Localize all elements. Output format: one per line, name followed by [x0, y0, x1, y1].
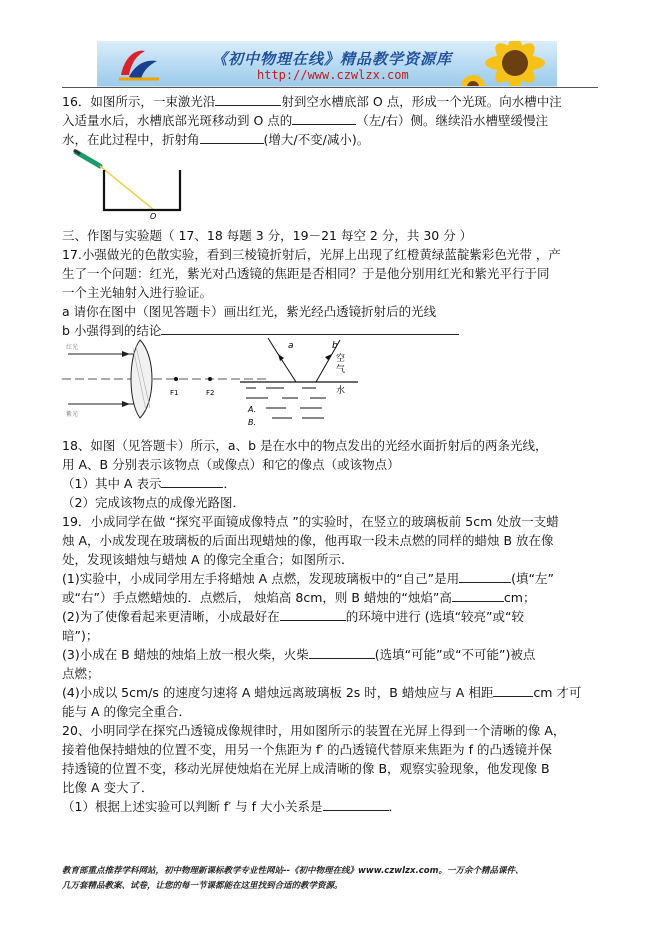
q16-blank-3[interactable] — [200, 131, 264, 144]
banner-url: http://www.czwlzx.com — [257, 68, 409, 82]
banner-title: 《初中物理在线》精品教学资源库 — [212, 50, 453, 68]
q20-part-1: （1）根据上述实验可以判断 f′ 与 f 大小关系是 ． — [62, 799, 402, 814]
focus-f1-label: F1 — [170, 389, 179, 397]
q17-line-1: 17.小强做光的色散实验，看到三棱镜折射后，光屏上出现了红橙黄绿蓝靛紫彩色光带 ，产 — [62, 247, 561, 262]
q20-line-4: 比像 A 变大了． — [62, 780, 154, 795]
ray-a-label: a — [288, 341, 294, 351]
q19-part-2-line-1: (2)为了使像看起来更清晰，小成最好在 的环境中进行 (选填“较亮”或“较 — [62, 609, 524, 624]
q20-blank-1[interactable] — [323, 798, 389, 811]
q20-line-1: 20、小明同学在探究凸透镜成像规律时，用如图所示的装置在光屏上得到一个清晰的像 A， — [62, 723, 566, 738]
q19-blank-distance[interactable] — [493, 684, 533, 697]
convex-lens-icon — [131, 340, 152, 418]
q19-part-3-line-1: (3)小成在 B 蜡烛的烛焰上放一根火柴，火柴 (选填“可能”或“不可能”)被点 — [62, 647, 536, 662]
q16-water-tank-figure — [70, 148, 190, 220]
sunflower-icon — [453, 41, 557, 87]
page-footer — [62, 864, 622, 894]
site-logo-icon — [115, 45, 161, 83]
q19-blank-match[interactable] — [309, 646, 375, 659]
air-label: 空 — [336, 354, 346, 364]
water-hatch-lines — [246, 388, 326, 418]
q18-part-1: （1）其中 A 表示 ． — [62, 476, 236, 491]
q16-line-2: 入适量水后，水槽底部光斑移动到 O 点的 （左/右）侧。继续沿水槽壁缓慢注 — [62, 113, 549, 128]
q19-line-3: 处，发现该蜡烛与蜡烛 A 的像完全重合；如图所示． — [62, 552, 354, 567]
q20-line-3: 持透镜的位置不变，移动光屏使烛焰在光屏上成清晰的像 B，观察实验现象，他发现像 B — [62, 761, 550, 776]
point-a-label: A. — [248, 405, 257, 414]
violet-light-label: 紫光 — [66, 411, 79, 418]
point-o-label: O — [150, 212, 157, 220]
q19-blank-height[interactable] — [452, 589, 504, 602]
footer-line-2: 几万套精品教案、试卷，让您的每一节课都能在这里找到合适的教学资源。 — [62, 881, 343, 891]
q18-blank-1[interactable] — [161, 475, 223, 488]
air-label-2: 气 — [336, 365, 346, 375]
q18-part-2: （2）完成该物点的成像光路图． — [62, 495, 245, 510]
q16-line-3: 水，在此过程中，折射角 (增大/不变/减小)。 — [62, 132, 370, 147]
q19-blank-environment[interactable] — [280, 608, 346, 621]
q19-blank-hand[interactable] — [459, 570, 511, 583]
q18-line-1: 18、如图（见答题卡）所示，a、b 是在水中的物点发出的光经水面折射后的两条光线， — [62, 438, 548, 453]
q17-conclusion-blank[interactable] — [161, 322, 459, 335]
q20-line-2: 接着他保持蜡烛的位置不变，用另一个焦距为 f′ 的凸透镜代替原来焦距为 f 的凸透镜并保 — [62, 742, 553, 757]
q17-line-3: 一个主光轴射入进行验证。 — [62, 285, 213, 300]
q16-blank-1[interactable] — [215, 93, 281, 106]
point-b-label: B. — [248, 418, 257, 427]
footer-line-1: 教育部重点推荐学科网站，初中物理新课标教学专业性网站--《初中物理在线》www.czwlzx.com。一万余个精品课件、 — [62, 866, 524, 876]
q19-part-2-line-2: 暗”)； — [62, 628, 99, 643]
q19-part-4-line-1: (4)小成以 5cm/s 的速度匀速将 A 蜡烛远离玻璃板 2s 时，B 蜡烛应与 A 相距 cm 才可 — [62, 685, 582, 700]
focus-f1-point — [174, 377, 178, 381]
q16-line-1: 16．如图所示，一束激光沿 射到空水槽底部 O 点，形成一个光斑。向水槽中注 — [62, 94, 562, 109]
focus-f2-label: F2 — [206, 389, 215, 397]
laser-beam — [100, 166, 154, 210]
water-label: 水 — [336, 386, 346, 396]
q17-part-b: b 小强得到的结论 — [62, 321, 602, 340]
q19-part-3-line-2: 点燃； — [62, 666, 100, 681]
q19-line-2: 烛 A，小成发现在玻璃板的后面出现蜡烛的像，他再取一段未点燃的同样的蜡烛 B 放在像 — [62, 533, 554, 548]
red-light-label: 红光 — [66, 344, 79, 351]
q18-line-2: 用 A、B 分别表示该物点（或像点）和它的像点（或该物点） — [62, 457, 400, 472]
section-3-heading: 三、作图与实验题（ 17、18 每题 3 分，19－21 每空 2 分，共 30 分 ） — [62, 228, 473, 243]
q16-blank-2[interactable] — [292, 112, 356, 125]
header-divider — [62, 87, 598, 88]
q19-part-4-line-2: 能与 A 的像完全重合． — [62, 704, 191, 719]
ray-b-label: b — [332, 341, 338, 351]
q19-part-1-line-1: (1)实验中，小成同学用左手将蜡烛 A 点燃，发现玻璃板中的“自己”是用 (填“左” — [62, 571, 555, 586]
focus-f2-point — [208, 377, 212, 381]
q19-line-1: 19．小成同学在做 “探究平面镜成像特点 ”的实验时，在竖立的玻璃板前 5cm 处放一支蜡 — [62, 514, 559, 529]
header-banner — [97, 41, 557, 87]
q17-part-a: a 请你在图中（图见答题卡）画出红光，紫光经凸透镜折射后的光线 — [62, 304, 437, 319]
q19-part-1-line-2: 或“右”）手点燃蜡烛的．点燃后， 烛焰高 8cm，则 B 蜡烛的“烛焰”高 cm； — [62, 590, 536, 605]
q18-water-refraction-figure — [232, 336, 362, 428]
tank-walls — [104, 170, 180, 210]
q17-line-2: 生了一个问题：红光，紫光对凸透镜的焦距是否相同？于是他分别用红光和紫光平行于同 — [62, 266, 550, 281]
